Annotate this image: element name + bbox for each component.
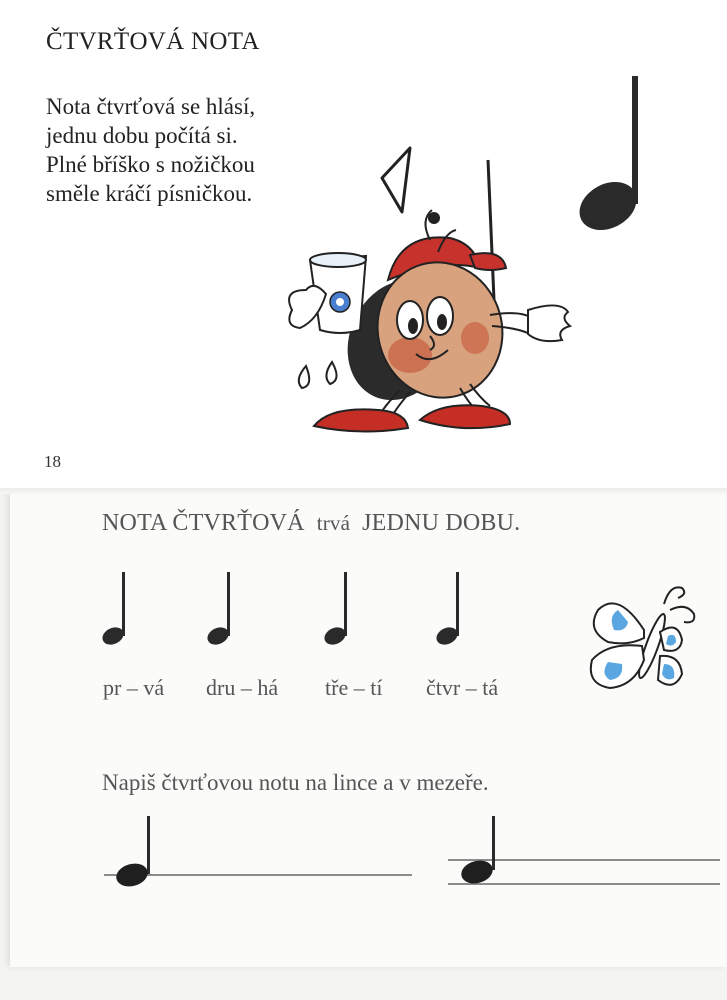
quarter-note-icon: [459, 857, 496, 887]
page-number: 18: [44, 452, 61, 471]
poem-line: jednu dobu počítá si.: [46, 123, 238, 148]
quarter-note-icon: [205, 572, 232, 648]
poem-line: Plné bříško s nožičkou: [46, 152, 255, 177]
syllable: tře – tí: [325, 675, 383, 700]
quarter-note-icon: [114, 860, 151, 890]
quarter-note-icon: [322, 572, 349, 648]
syllable: čtvr – tá: [426, 675, 499, 700]
rule-object: JEDNU DOBU.: [362, 510, 521, 536]
quarter-note-icon: [434, 572, 461, 648]
poem: [46, 92, 255, 208]
duration-rule: [102, 510, 520, 537]
butterfly-icon: [578, 580, 708, 700]
quarter-note-icon: [100, 572, 127, 648]
quarter-note-character-icon: [270, 140, 580, 440]
syllable: pr – vá: [103, 675, 165, 700]
large-quarter-note-icon: [570, 70, 650, 240]
poem-line: směle kráčí písničkou.: [46, 181, 253, 206]
exercise-instruction: Napiš čtvrťovou notu na lince a v mezeře.: [102, 770, 489, 795]
poem-line: Nota čtvrťová se hlásí,: [46, 94, 256, 119]
rule-subject: NOTA ČTVRŤOVÁ: [102, 510, 305, 536]
rule-verb: trvá: [316, 511, 351, 535]
page-seam: [0, 488, 727, 494]
syllable: dru – há: [206, 675, 279, 700]
page-title: ČTVRŤOVÁ NOTA: [46, 28, 260, 55]
note-on-line-example: [100, 812, 420, 902]
note-in-space-example: [440, 812, 727, 902]
